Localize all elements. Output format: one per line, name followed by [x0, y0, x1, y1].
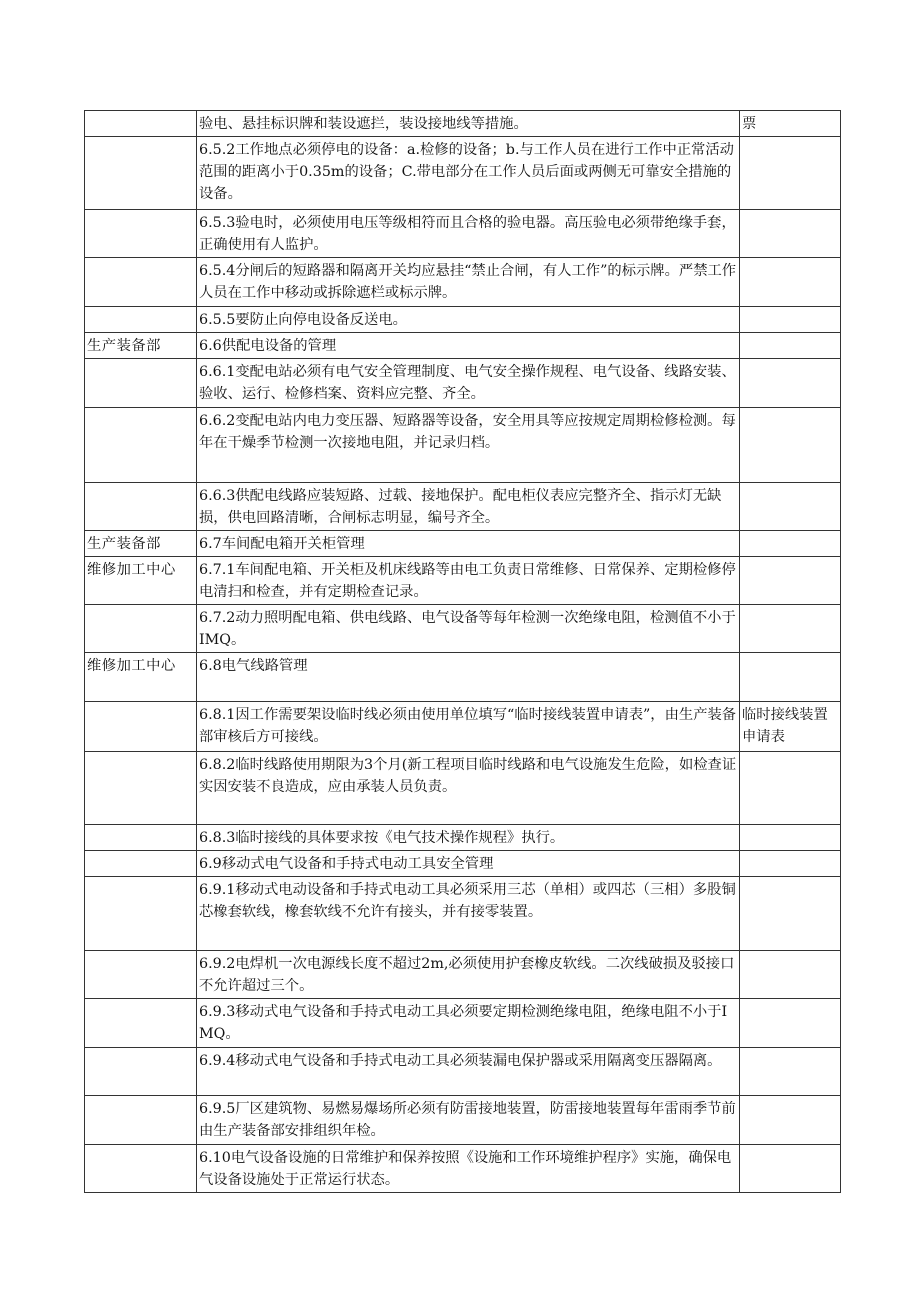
dept-cell [85, 258, 197, 307]
content-cell: 6.6供配电设备的管理 [197, 333, 740, 359]
table-row [85, 307, 841, 333]
table-row [85, 1145, 841, 1193]
table-row [85, 359, 841, 408]
dept-cell [85, 210, 197, 258]
dept-cell: 生产装备部 [85, 333, 197, 359]
content-cell: 6.6.2变配电站内电力变压器、短路器等设备，安全用具等应按规定周期检修检测。每年在干燥季节检测一次接地电阻，并记录归档。 [197, 408, 740, 483]
content-cell: 6.6.1变配电站必须有电气安全管理制度、电气安全操作规程、电气设备、线路安装、验收、运行、检修档案、资料应完整、齐全。 [197, 359, 740, 408]
record-cell [740, 307, 841, 333]
table-row [85, 483, 841, 531]
dept-cell [85, 1048, 197, 1096]
dept-cell [85, 137, 197, 210]
record-cell [740, 1145, 841, 1193]
record-cell [740, 653, 841, 702]
procedure-table [84, 110, 841, 1193]
record-cell [740, 851, 841, 877]
record-cell [740, 333, 841, 359]
dept-cell [85, 951, 197, 999]
content-cell: 验电、悬挂标识牌和装设遮拦，装设接地线等措施。 [197, 111, 740, 137]
table-row [85, 137, 841, 210]
table-row [85, 408, 841, 483]
dept-cell: 维修加工中心 [85, 653, 197, 702]
table-row [85, 999, 841, 1048]
dept-cell: 维修加工中心 [85, 557, 197, 605]
table-row [85, 557, 841, 605]
content-cell: 6.5.3验电时，必须使用电压等级相符而且合格的验电器。高压验电必须带绝缘手套，正确使用有人监护。 [197, 210, 740, 258]
dept-cell [85, 605, 197, 653]
content-cell: 6.9.5厂区建筑物、易燃易爆场所必须有防雷接地装置，防雷接地装置每年雷雨季节前由生产装备部安排组织年检。 [197, 1096, 740, 1145]
record-cell [740, 408, 841, 483]
content-cell: 6.8.3临时接线的具体要求按《电气技术操作规程》执行。 [197, 825, 740, 851]
content-cell: 6.6.3供配电线路应装短路、过载、接地保护。配电柜仪表应完整齐全、指示灯无缺损，供电回路清晰，合闸标志明显，编号齐全。 [197, 483, 740, 531]
record-cell [740, 605, 841, 653]
record-cell [740, 483, 841, 531]
record-cell [740, 825, 841, 851]
table-row [85, 702, 841, 752]
record-cell [740, 258, 841, 307]
record-cell [740, 359, 841, 408]
table-row [85, 951, 841, 999]
dept-cell [85, 752, 197, 825]
dept-cell [85, 483, 197, 531]
content-cell: 6.7.1车间配电箱、开关柜及机床线路等由电工负责日常维修、日常保养、定期检修停电清扫和检查，并有定期检查记录。 [197, 557, 740, 605]
table-row [85, 258, 841, 307]
record-cell [740, 1048, 841, 1096]
content-cell: 6.8电气线路管理 [197, 653, 740, 702]
table-row [85, 1096, 841, 1145]
table-row [85, 851, 841, 877]
content-cell: 6.9.4移动式电气设备和手持式电动工具必须装漏电保护器或采用隔离变压器隔离。 [197, 1048, 740, 1096]
content-cell: 6.9.2电焊机一次电源线长度不超过2m,必须使用护套橡皮软线。二次线破损及驳接口不允许超过三个。 [197, 951, 740, 999]
table-row [85, 333, 841, 359]
table-row [85, 605, 841, 653]
dept-cell [85, 111, 197, 137]
table-row [85, 653, 841, 702]
record-cell [740, 1096, 841, 1145]
record-cell [740, 137, 841, 210]
content-cell: 6.5.4分闸后的短路器和隔离开关均应悬挂“禁止合闸，有人工作”的标示牌。严禁工作人员在工作中移动或拆除遮栏或标示牌。 [197, 258, 740, 307]
content-cell: 6.8.2临时线路使用期限为3个月(新工程项目临时线路和电气设施发生危险，如检查证实因安装不良造成，应由承装人员负责。 [197, 752, 740, 825]
table-row [85, 210, 841, 258]
dept-cell [85, 851, 197, 877]
table-row [85, 111, 841, 137]
dept-cell [85, 307, 197, 333]
table-row [85, 752, 841, 825]
table-row [85, 531, 841, 557]
table-row [85, 825, 841, 851]
record-cell [740, 557, 841, 605]
content-cell: 6.9.3移动式电气设备和手持式电动工具必须要定期检测绝缘电阻，绝缘电阻不小于IMQ。 [197, 999, 740, 1048]
dept-cell [85, 1096, 197, 1145]
record-cell [740, 531, 841, 557]
dept-cell [85, 877, 197, 951]
record-cell [740, 210, 841, 258]
content-cell: 6.5.5要防止向停电设备反送电。 [197, 307, 740, 333]
table-row [85, 1048, 841, 1096]
dept-cell [85, 825, 197, 851]
content-cell: 6.5.2工作地点必须停电的设备：a.检修的设备；b.与工作人员在进行工作中正常活动范围的距离小于0.35m的设备；C.带电部分在工作人员后面或两侧无可靠安全措施的设备。 [197, 137, 740, 210]
dept-cell [85, 408, 197, 483]
content-cell: 6.8.1因工作需要架设临时线必须由使用单位填写“临时接线装置申请表”，由生产装备部审核后方可接线。 [197, 702, 740, 752]
content-cell: 6.7.2动力照明配电箱、供电线路、电气设备等每年检测一次绝缘电阻，检测值不小于IMQ。 [197, 605, 740, 653]
content-cell: 6.10电气设备设施的日常维护和保养按照《设施和工作环境维护程序》实施，确保电气设备设施处于正常运行状态。 [197, 1145, 740, 1193]
record-cell [740, 999, 841, 1048]
content-cell: 6.9移动式电气设备和手持式电动工具安全管理 [197, 851, 740, 877]
content-cell: 6.9.1移动式电动设备和手持式电动工具必须采用三芯（单相）或四芯（三相）多股铜芯橡套软线，橡套软线不允许有接头，并有接零装置。 [197, 877, 740, 951]
dept-cell [85, 1145, 197, 1193]
table-row [85, 877, 841, 951]
record-cell: 票 [740, 111, 841, 137]
record-cell: 临时接线装置申请表 [740, 702, 841, 752]
dept-cell [85, 359, 197, 408]
record-cell [740, 877, 841, 951]
record-cell [740, 951, 841, 999]
dept-cell [85, 999, 197, 1048]
dept-cell: 生产装备部 [85, 531, 197, 557]
record-cell [740, 752, 841, 825]
content-cell: 6.7车间配电箱开关柜管理 [197, 531, 740, 557]
dept-cell [85, 702, 197, 752]
